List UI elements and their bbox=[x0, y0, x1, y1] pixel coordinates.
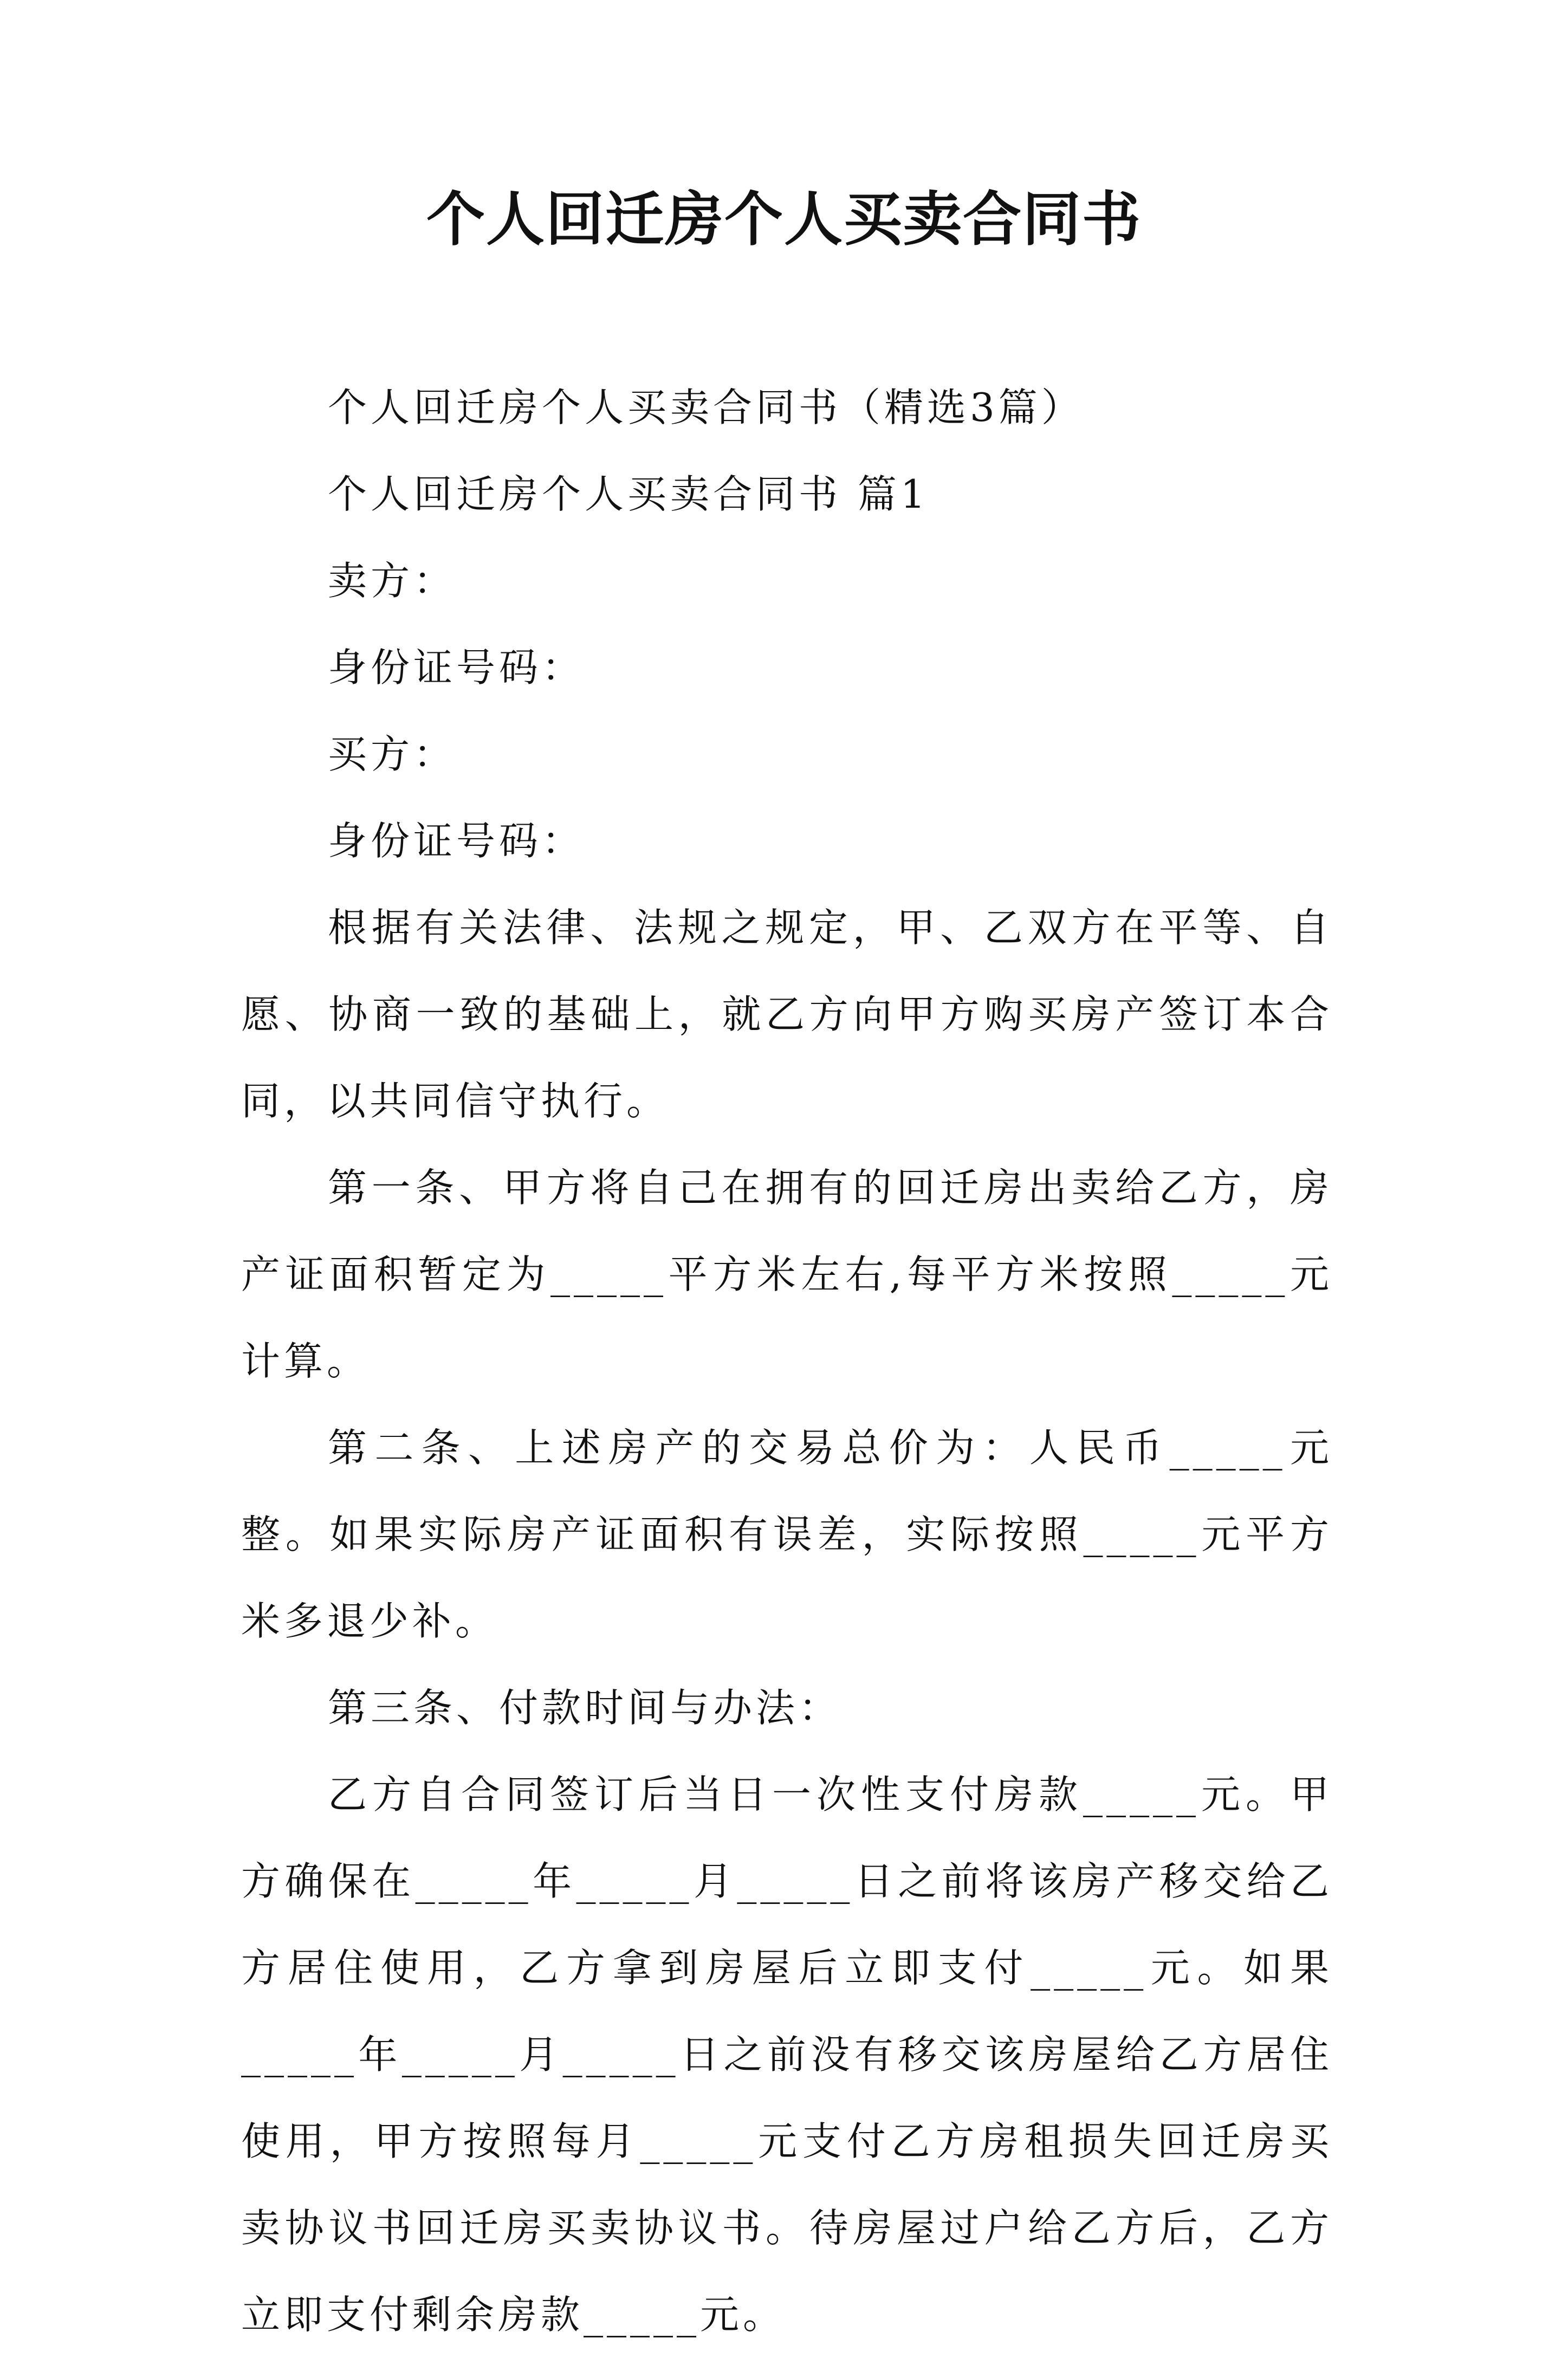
article-1-paragraph: 第一条、甲方将自己在拥有的回迁房出卖给乙方，房产证面积暂定为_____平方米左右,每平方米按照_____元计算。 bbox=[241, 1165, 1333, 1384]
payment-terms-paragraph: 乙方自合同签订后当日一次性支付房款_____元。甲方确保在_____年_____月_____日之前将该房产移交给乙方居住使用，乙方拿到房屋后立即支付_____元。如果_____年_____月_____日之前没有移交该房屋给乙方居住使用，甲方按照每月_____元支付乙方房租损失回迁房买卖协议书回迁房买卖协议书。待房屋过户给乙方后，乙方立即支付剩余房款_____元。 bbox=[241, 1772, 1333, 2337]
article-2-paragraph: 第二条、上述房产的交易总价为：人民币_____元整。如果实际房产证面积有误差，实际按照_____元平方米多退少补。 bbox=[241, 1425, 1333, 1644]
article-3-heading: 第三条、付款时间与办法： bbox=[328, 1685, 842, 1731]
preamble-paragraph: 根据有关法律、法规之规定，甲、乙双方在平等、自愿、协商一致的基础上，就乙方向甲方购买房产签订本合同，以共同信守执行。 bbox=[241, 905, 1333, 1124]
seller-id-label: 身份证号码： bbox=[328, 645, 585, 690]
buyer-label: 买方： bbox=[328, 731, 457, 777]
document-title: 个人回迁房个人买卖合同书 bbox=[426, 185, 1142, 254]
buyer-id-label: 身份证号码： bbox=[328, 818, 585, 864]
section-heading-part-1: 个人回迁房个人买卖合同书 篇1 bbox=[328, 471, 929, 517]
seller-label: 卖方： bbox=[328, 558, 457, 604]
subtitle-selected-3: 个人回迁房个人买卖合同书（精选3篇） bbox=[328, 385, 1084, 430]
document-body bbox=[241, 364, 1333, 2358]
